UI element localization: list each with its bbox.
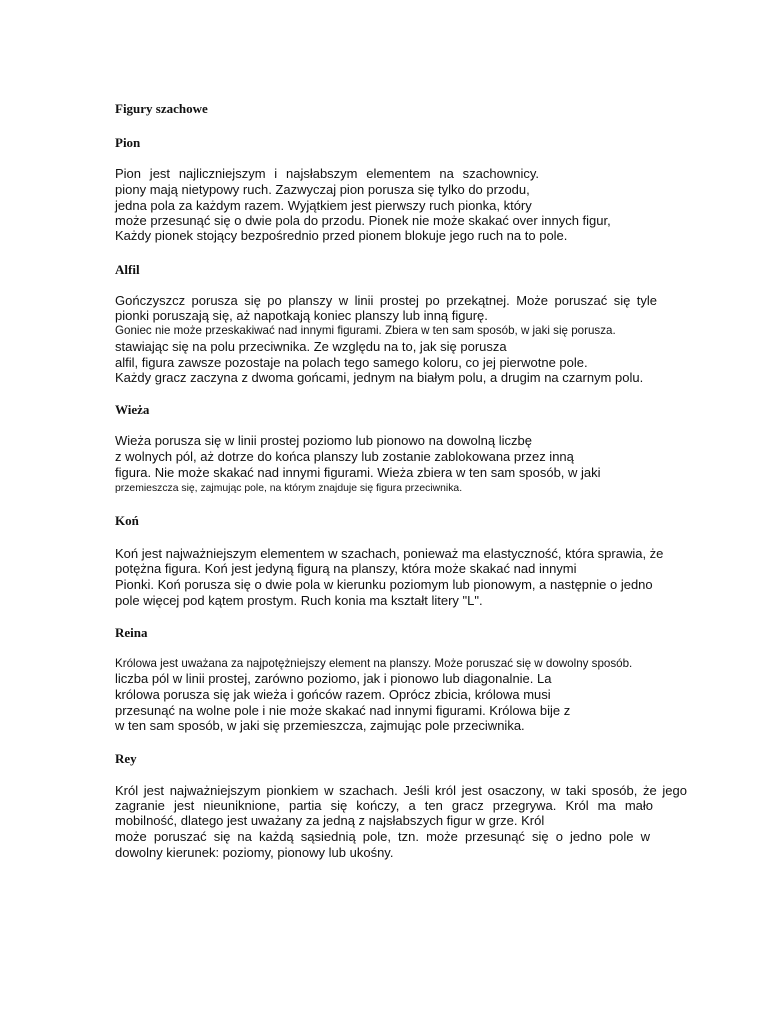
paragraph-line: Goniec nie może przeskakiwać nad innymi figurami. Zbiera w ten sam sposób, w jaki się porusza. [115,324,616,337]
paragraph-line: Król jest najważniejszym pionkiem w szachach. Jeśli król jest osaczony, w taki sposób, że jego [115,783,687,798]
paragraph-line: pionki poruszają się, aż napotkają koniec planszy lub inną figurę. [115,308,488,323]
paragraph-line: Każdy pionek stojący bezpośrednio przed pionem blokuje jego ruch na to pole. [115,228,568,243]
paragraph-line: zagranie jest nieuniknione, partia się kończy, a ten gracz przegrywa. Król ma mało [115,798,653,813]
paragraph-line: Koń jest najważniejszym elementem w szachach, ponieważ ma elastyczność, która sprawia, że [115,546,664,561]
document-title: Figury szachowe [115,101,208,116]
paragraph-line: Pionki. Koń porusza się o dwie pola w kierunku poziomym lub pionowym, a następnie o jedno [115,577,653,592]
section-heading-reina: Reina [115,625,148,640]
paragraph-line: dowolny kierunek: poziomy, pionowy lub ukośny. [115,845,394,860]
paragraph-line: w ten sam sposób, w jaki się przemieszcza, zajmując pole przeciwnika. [115,718,525,733]
paragraph-line: Wieża porusza się w linii prostej poziomo lub pionowo na dowolną liczbę [115,433,532,448]
paragraph-line: stawiając się na polu przeciwnika. Ze względu na to, jak się porusza [115,339,507,354]
paragraph-line: jedna pola za każdym razem. Wyjątkiem jest pierwszy ruch pionka, który [115,198,532,213]
paragraph-line: figura. Nie może skakać nad innymi figurami. Wieża zbiera w ten sam sposób, w jaki [115,465,601,480]
paragraph-line: Pion jest najliczniejszym i najsłabszym elementem na szachownicy. [115,166,539,181]
paragraph-line: może przesunąć się o dwie pola do przodu. Pionek nie może skakać over innych figur, [115,213,611,228]
paragraph-line: Królowa jest uważana za najpotężniejszy element na planszy. Może poruszać się w dowolny sposób. [115,657,633,670]
section-heading-pion: Pion [115,135,141,150]
paragraph-line: może poruszać się na każdą sąsiednią pole, tzn. może przesunąć się o jedno pole w [115,829,650,844]
paragraph-line: potężna figura. Koń jest jedyną figurą na planszy, która może skakać nad innymi [115,561,577,576]
paragraph-line: królowa porusza się jak wieża i gońców razem. Oprócz zbicia, królowa musi [115,687,551,702]
section-heading-wieza: Wieża [115,402,150,417]
paragraph-line: przesunąć na wolne pole i nie może skakać nad innymi figurami. Królowa bije z [115,703,571,718]
paragraph-line: liczba pól w linii prostej, zarówno poziomo, jak i pionowo lub diagonalnie. La [115,671,552,686]
paragraph-line: pole więcej pod kątem prostym. Ruch konia ma kształt litery "L". [115,593,483,608]
paragraph-line: Gończyszcz porusza się po planszy w linii prostej po przekątnej. Może poruszać się tyle [115,293,657,308]
section-heading-rey: Rey [115,751,137,766]
section-heading-alfil: Alfil [115,262,140,277]
paragraph-line: piony mają nietypowy ruch. Zazwyczaj pion porusza się tylko do przodu, [115,182,530,197]
paragraph-line: przemieszcza się, zajmując pole, na którym znajduje się figura przeciwnika. [115,483,463,494]
paragraph-line: alfil, figura zawsze pozostaje na polach tego samego koloru, co jej pierwotne pole. [115,355,588,370]
paragraph-line: Każdy gracz zaczyna z dwoma gońcami, jednym na białym polu, a drugim na czarnym polu. [115,370,644,385]
section-heading-kon: Koń [115,513,139,528]
paragraph-line: z wolnych pól, aż dotrze do końca planszy lub zostanie zablokowana przez inną [115,449,574,464]
paragraph-line: mobilność, dlatego jest uważany za jedną z najsłabszych figur w grze. Król [115,813,545,828]
